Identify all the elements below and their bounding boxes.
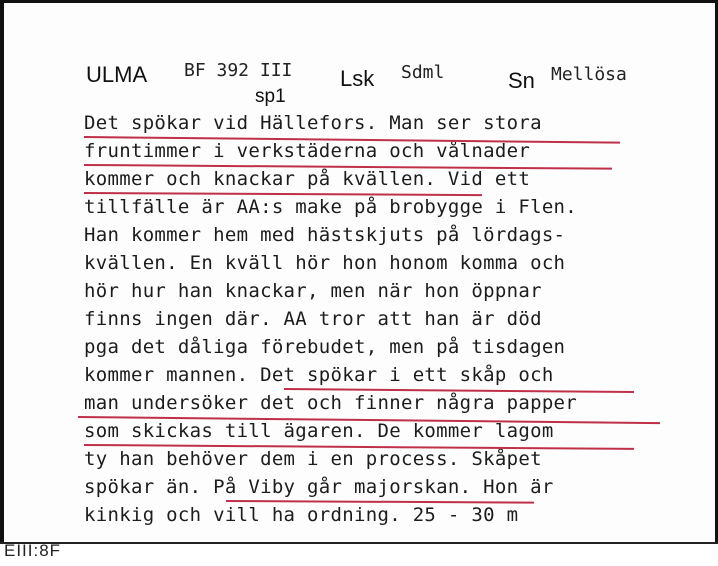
text-line: tillfälle är AA:s make på brobygge i Flen. (84, 196, 578, 218)
text-line: Han kommer hem med hästskjuts på lördags- (84, 224, 566, 246)
handwritten-filing-mark: EIII:8F (4, 541, 62, 560)
text-line: kvällen. En kväll hör hon honom komma och (84, 252, 566, 274)
text-line: fruntimmer i verkstäderna och vålnader (84, 140, 531, 162)
text-line: pga det dåliga förebudet, men på tisdagen (84, 336, 566, 358)
text-line: Det spökar vid Hällefors. Man ser stora (84, 112, 542, 134)
text-line: kommer och knackar på kvällen. Vid ett (84, 168, 531, 190)
text-line: kinkig och vill ha ordning. 25 - 30 m (84, 504, 519, 526)
record-code-sub: sp1 (255, 86, 286, 107)
text-line: man undersöker det och finner några papper (84, 392, 578, 414)
text-line: finns ingen där. AA tror att han är död (84, 308, 542, 330)
province-label: Lsk (340, 66, 375, 91)
archive-name: ULMA (86, 62, 148, 87)
text-line: som skickas till ägaren. De kommer lagom (84, 420, 554, 442)
text-line: spökar än. På Viby går majorskan. Hon är (84, 476, 554, 498)
text-line: hör hur han knackar, men när hon öppnar (84, 280, 542, 302)
parish-label: Sn (508, 68, 535, 93)
parish-value: Mellösa (551, 64, 627, 85)
text-line: ty han behöver dem i en process. Skåpet (84, 448, 542, 470)
record-code: BF 392 III (184, 60, 293, 81)
province-value: Sdml (401, 62, 445, 83)
text-line: kommer mannen. Det spökar i ett skåp och (84, 364, 554, 386)
card-border-bottom (0, 542, 718, 544)
